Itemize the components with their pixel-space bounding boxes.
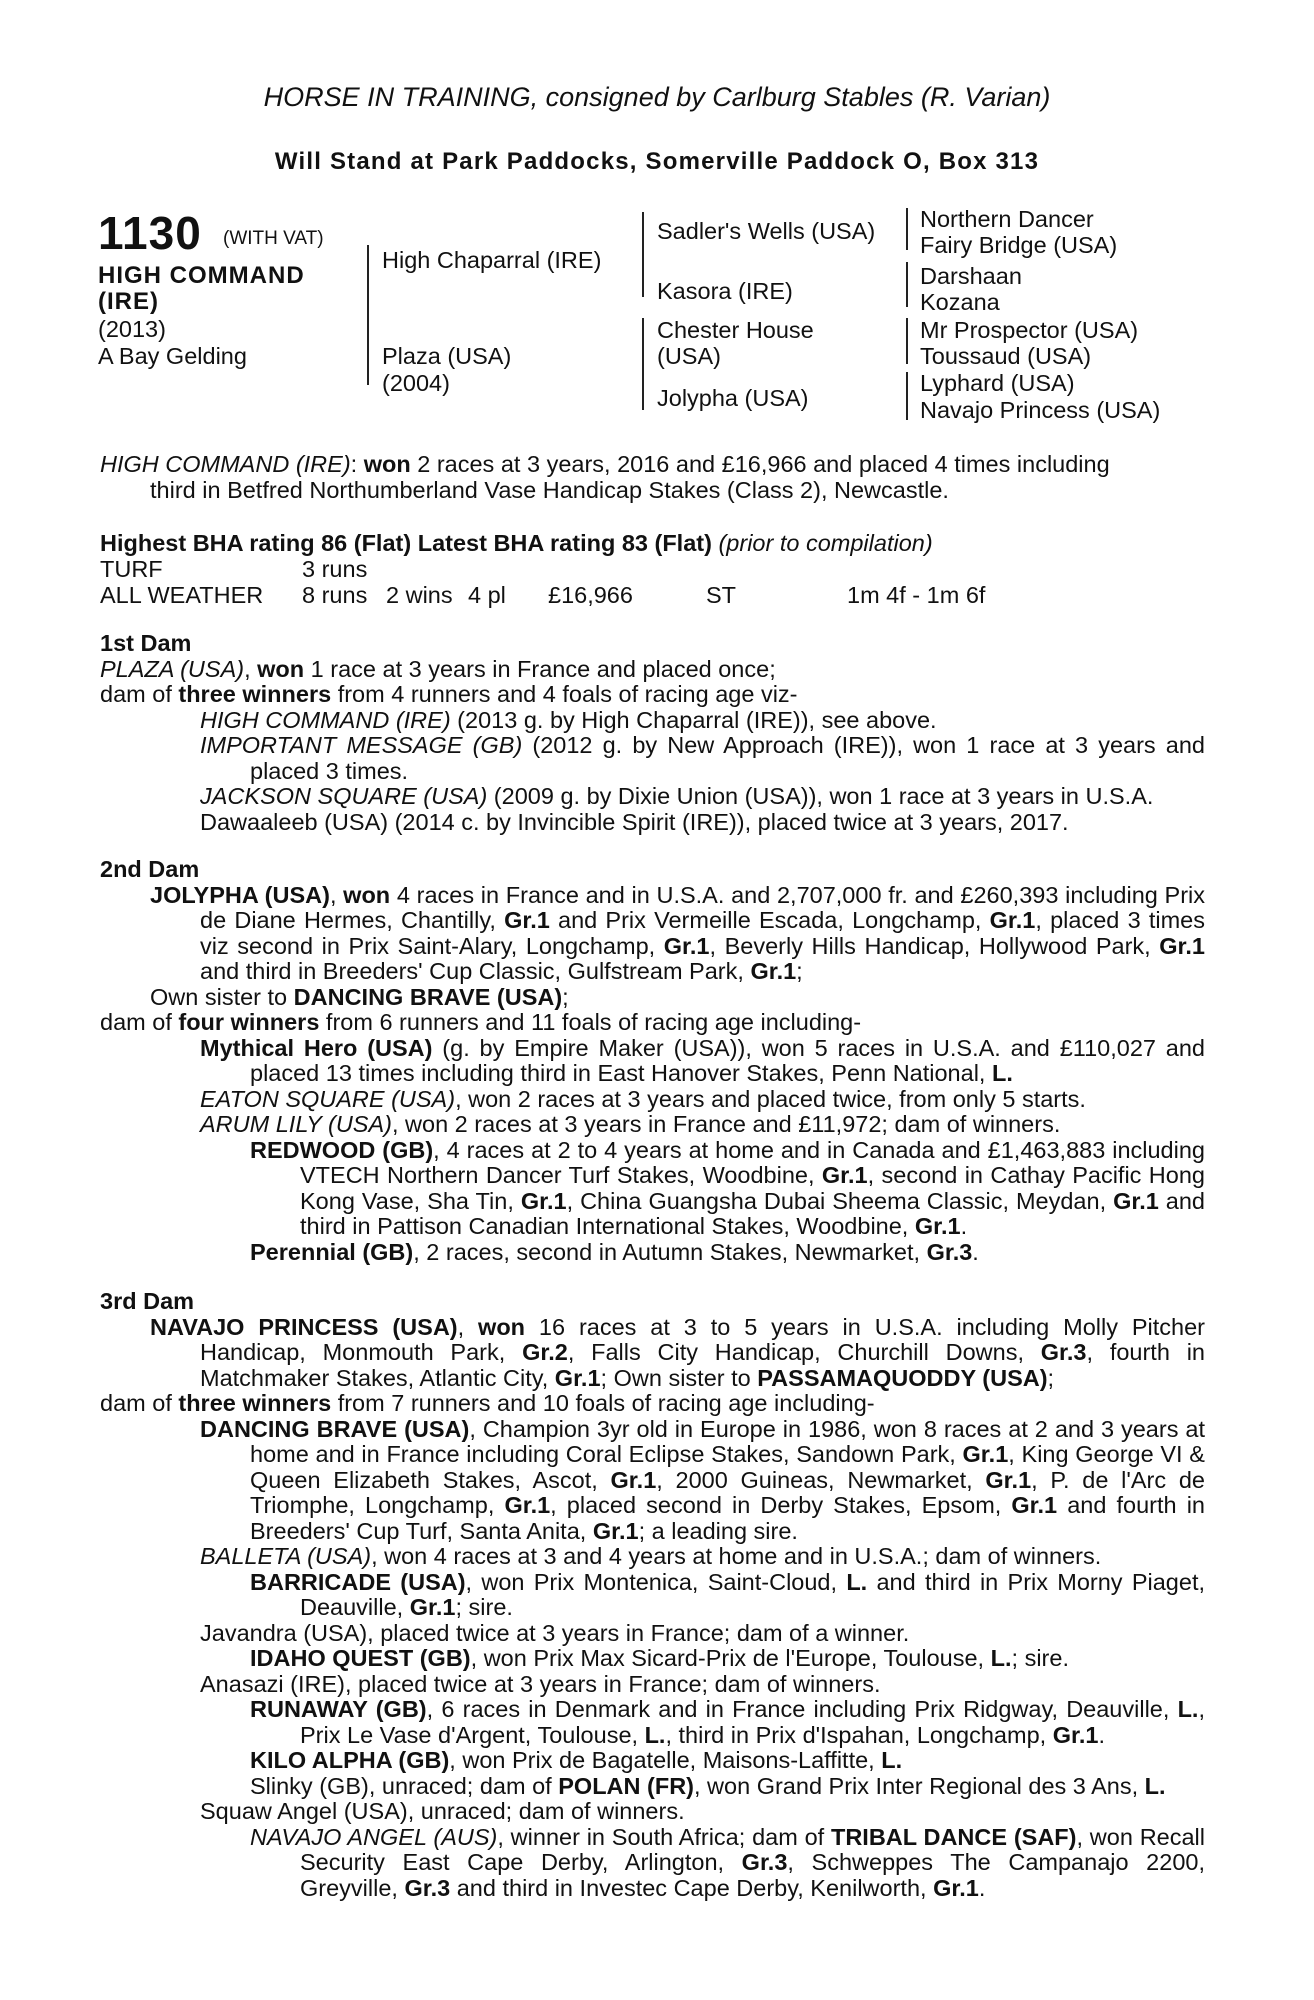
turf-runs: 3 runs	[302, 556, 368, 582]
pedigree-brace	[906, 262, 908, 307]
ped-dds: Lyphard (USA)	[920, 370, 1075, 396]
third-dam-section: 3rd Dam NAVAJO PRINCESS (USA), won 16 races at 3 to 5 years in U.S.A. including Molly Pitcher Handicap, Monmouth Park, Gr.2, Falls City Handicap, Churchill Downs, Gr.3, fourth in Matchmaker Stakes, Atlantic City, Gr.1; Own sister to PASSAMAQUODDY (USA); dam of three winners from 7 runners and 10 foals of racing age including- DANCING BRAVE (USA), Champion 3yr old in Europe in 1986, won 8 races at 2 and 3 years at home and in France including Coral Eclipse Stakes, Sandown Park, Gr.1, King George VI & Queen Elizabeth Stakes, Ascot, Gr.1, 2000 Guineas, Newmarket, Gr.1, P. de l'Arc de Triomphe, Longchamp, Gr.1, placed second in Derby Stakes, Epsom, Gr.1 and fourth in Breeders' Cup Turf, Santa Anita, Gr.1; a leading sire. BALLETA (USA), won 4 races at 3 and 4 years at home and in U.S.A.; dam of winners. BARRICADE (USA), won Prix Montenica, Saint-Cloud, L. and third in Prix Morny Piaget, Deauville, Gr.1; sire. Javandra (USA), placed twice at 3 years in France; dam of a winner. IDAHO QUEST (GB), won Prix Max Sicard-Prix de l'Europe, Toulouse, L.; sire. Anasazi (IRE), placed twice at 3 years in France; dam of winners. RUNAWAY (GB), 6 races in Denmark and in France including Prix Ridgway, Deauville, L., Prix Le Vase d'Argent, Toulouse, L., third in Prix d'Ispahan, Longchamp, Gr.1. KILO ALPHA (GB), won Prix de Bagatelle, Maisons-Laffitte, L. Slinky (GB), unraced; dam of POLAN (FR), won Grand Prix Inter Regional des 3 Ans, L. Squaw Angel (USA), unraced; dam of winners. NAVAJO ANGEL (AUS), winner in South Africa; dam of TRIBAL DANCE (SAF), won Recall Security East Cape Derby, Arlington, Gr.3, Schweppes The Campanajo 2200, Greyville, Gr.3 and third in Investec Cape Derby, Kenilworth, Gr.1.	[100, 1288, 1206, 1901]
pedigree-brace	[642, 212, 644, 297]
dam-year: (2004)	[382, 370, 450, 396]
aw-prize: £16,966	[548, 582, 633, 608]
dam-sire-country: (USA)	[657, 343, 721, 369]
stand-location: Will Stand at Park Paddocks, Somerville Paddock O, Box 313	[274, 148, 1040, 175]
pedigree-brace	[906, 372, 908, 420]
section-heading: 3rd Dam	[100, 1288, 195, 1314]
section-heading: 1st Dam	[100, 630, 192, 656]
vat-note: (WITH VAT)	[223, 228, 324, 249]
turf-label: TURF	[100, 556, 163, 582]
dam-dam: Jolypha (USA)	[657, 385, 809, 411]
pedigree-brace	[906, 208, 908, 250]
sire-sire: Sadler's Wells (USA)	[657, 218, 876, 244]
pedigree-brace	[906, 318, 908, 364]
dam-sire: Chester House	[657, 317, 814, 343]
sire-dam: Kasora (IRE)	[657, 278, 793, 304]
catalogue-heading: HORSE IN TRAINING, consigned by Carlburg Stables (R. Varian)	[263, 82, 1051, 112]
aw-label: ALL WEATHER	[100, 582, 264, 608]
second-dam-section: 2nd Dam JOLYPHA (USA), won 4 races in France and in U.S.A. and 2,707,000 fr. and £260,393 including Prix de Diane Hermes, Chantilly, Gr.1 and Prix Vermeille Escada, Longchamp, Gr.1, placed 3 times viz second in Prix Saint-Alary, Longchamp, Gr.1, Beverly Hills Handicap, Hollywood Park, Gr.1 and third in Breeders' Cup Classic, Gulfstream Park, Gr.1; Own sister to DANCING BRAVE (USA); dam of four winners from 6 runners and 11 foals of racing age including- Mythical Hero (USA) (g. by Empire Maker (USA)), won 5 races in U.S.A. and £110,027 and placed 13 times including third in East Hanover Stakes, Penn National, L. EATON SQUARE (USA), won 2 races at 3 years and placed twice, from only 5 starts. ARUM LILY (USA), won 2 races at 3 years in France and £11,972; dam of winners. REDWOOD (GB), 4 races at 2 to 4 years at home and in Canada and £1,463,883 including VTECH Northern Dancer Turf Stakes, Woodbine, Gr.1, second in Cathay Pacific Hong Kong Vase, Sha Tin, Gr.1, China Guangsha Dubai Sheema Classic, Meydan, Gr.1 and third in Pattison Canadian International Stakes, Woodbine, Gr.1. Perennial (GB), 2 races, second in Autumn Stakes, Newmarket, Gr.3.	[100, 856, 1206, 1265]
first-dam-section: 1st Dam PLAZA (USA), won 1 race at 3 years in France and placed once; dam of three winners from 4 runners and 4 foals of racing age viz- HIGH COMMAND (IRE) (2013 g. by High Chaparral (IRE)), see above. IMPORTANT MESSAGE (GB) (2012 g. by New Approach (IRE)), won 1 race at 3 years and placed 3 times. JACKSON SQUARE (USA) (2009 g. by Dixie Union (USA)), won 1 race at 3 years in U.S.A. Dawaaleeb (USA) (2014 c. by Invincible Spirit (IRE)), placed twice at 3 years, 2017.	[100, 630, 1205, 835]
aw-runs: 8 runs	[302, 582, 368, 608]
lot-number: 1130	[98, 207, 202, 259]
sire: High Chaparral (IRE)	[382, 247, 602, 273]
horse-name: HIGH COMMAND	[98, 262, 305, 289]
ped-ddd: Navajo Princess (USA)	[920, 397, 1161, 423]
pedigree-brace	[367, 245, 369, 385]
aw-wins: 2 wins	[386, 582, 453, 608]
dam: Plaza (USA)	[382, 343, 512, 369]
ped-dsd: Toussaud (USA)	[920, 343, 1092, 369]
ped-ssd: Fairy Bridge (USA)	[920, 232, 1118, 258]
bha-rating: Highest BHA rating 86 (Flat) Latest BHA rating 83 (Flat) (prior to compilation)	[100, 530, 933, 556]
pedigree-brace	[642, 318, 644, 410]
ped-dss: Mr Prospector (USA)	[920, 317, 1139, 343]
race-summary: HIGH COMMAND (IRE): won 2 races at 3 years, 2016 and £16,966 and placed 4 times including third in Betfred Northumberland Vase Handicap Stakes (Class 2), Newcastle.	[100, 451, 1110, 503]
foaling-year: (2013)	[98, 316, 166, 342]
aw-going: ST	[706, 582, 737, 608]
ped-sss: Northern Dancer	[920, 206, 1094, 232]
aw-distance: 1m 4f - 1m 6f	[847, 582, 986, 608]
horse-description: A Bay Gelding	[98, 343, 247, 369]
ped-sds: Darshaan	[920, 263, 1022, 289]
ped-sdd: Kozana	[920, 289, 1000, 315]
horse-country: (IRE)	[98, 288, 159, 315]
aw-placed: 4 pl	[468, 582, 506, 608]
section-heading: 2nd Dam	[100, 856, 200, 882]
